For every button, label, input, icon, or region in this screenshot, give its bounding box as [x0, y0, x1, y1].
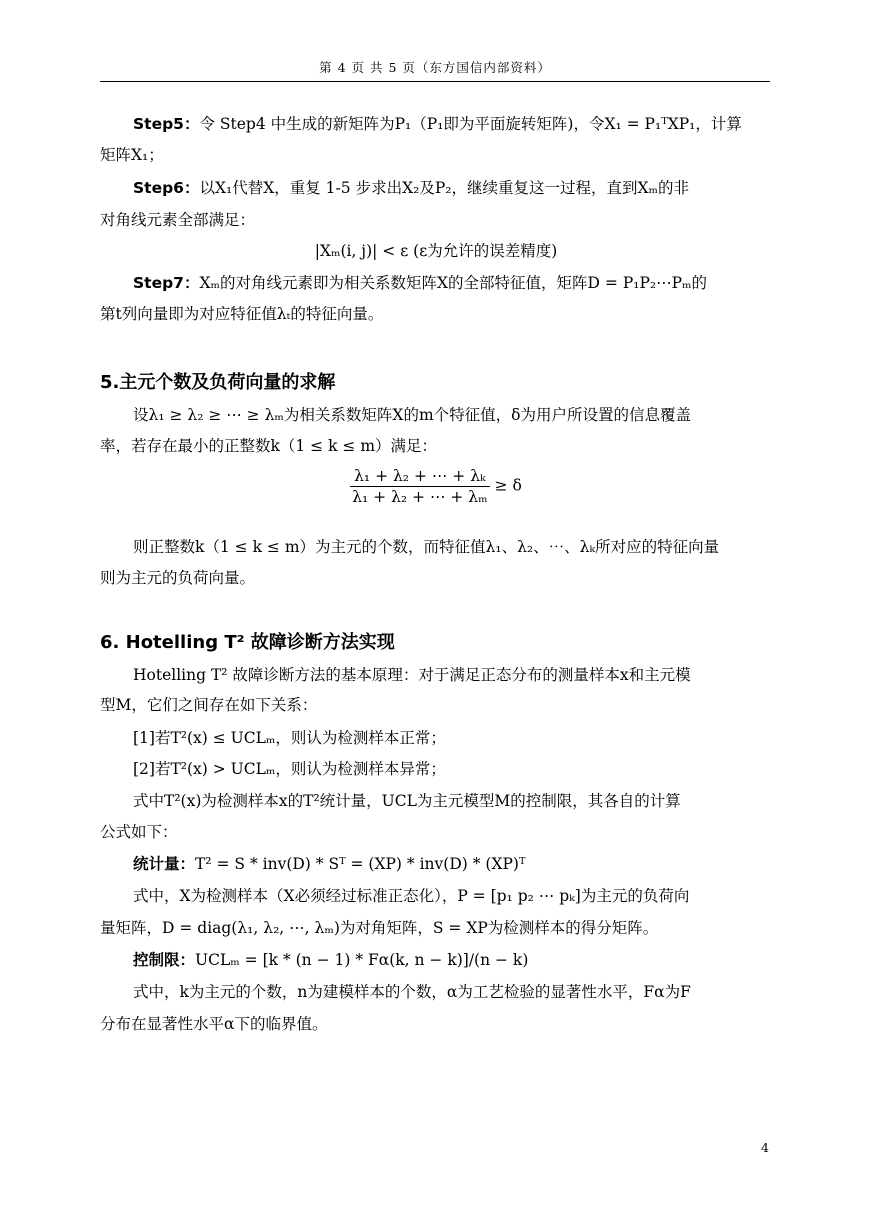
section6-statistic	[100, 852, 805, 876]
section5-p2-line2: 则为主元的负荷向量。	[100, 569, 256, 587]
statistic-formula: T² = S * inv(D) * Sᵀ = (XP) * inv(D) * (XP)ᵀ	[195, 855, 526, 873]
control-limit-formula: UCLₘ = [k * (n − 1) * Fα(k, n − k)]/(n − k)	[195, 951, 529, 969]
section6-p1-line2: 型M，它们之间存在如下关系：	[100, 696, 318, 714]
step5-line1	[100, 112, 805, 136]
section6-p2-line1: 式中T²(x)为检测样本x的T²统计量，UCL为主元模型M的控制限，其各自的计算	[133, 792, 681, 810]
step7-text: Xₘ的对角线元素即为相关系数矩阵X的全部特征值，矩阵D = P₁P₂⋯Pₘ的	[199, 274, 708, 292]
section6-rule2: [2]若T²(x) > UCLₘ，则认为检测样本异常；	[133, 760, 446, 778]
step6-formula: |Xₘ(i, j)| < ε (ε为允许的误差精度)	[314, 242, 558, 260]
section6-p3-line1: 式中，X为检测样本（X必须经过标准正态化），P = [p₁ p₂ ⋯ pₖ]为主元的负荷向	[133, 887, 690, 905]
page-number: 4	[761, 1140, 769, 1155]
section6-p1-line1: Hotelling T² 故障诊断方法的基本原理：对于满足正态分布的测量样本x和主元模	[133, 666, 691, 684]
step6-text: 以X₁代替X，重复 1-5 步求出X₂及P₂，继续重复这一过程，直到Xₘ的非	[199, 179, 689, 197]
section6-p4-line1: 式中，k为主元的个数，n为建模样本的个数，α为工艺检验的显著性水平，Fα为F	[133, 983, 691, 1001]
fraction-rhs: ≥ δ	[494, 476, 522, 495]
section6-p4-line2: 分布在显著性水平α下的临界值。	[100, 1015, 328, 1033]
section5-p1-line1: 设λ₁ ≥ λ₂ ≥ ⋯ ≥ λₘ为相关系数矩阵X的m个特征值，δ为用户所设置的信息覆盖	[133, 406, 691, 424]
step7-line1	[100, 271, 805, 295]
control-limit-label: 控制限：	[133, 951, 196, 969]
statistic-label: 统计量：	[133, 855, 196, 873]
fraction-denominator: λ₁ + λ₂ + ⋯ + λₘ	[352, 488, 488, 506]
step6-line1	[100, 176, 805, 200]
section5-fraction-formula	[100, 466, 772, 507]
section6-title: 6. Hotelling T² 故障诊断方法实现	[100, 632, 395, 653]
step5-label: Step5：	[133, 115, 200, 133]
section5-title: 5.主元个数及负荷向量的求解	[100, 372, 336, 393]
section6-rule1: [1]若T²(x) ≤ UCLₘ，则认为检测样本正常；	[133, 729, 446, 747]
step6-label: Step6：	[133, 179, 200, 197]
section5-p1-line2: 率，若存在最小的正整数k（1 ≤ k ≤ m）满足：	[100, 437, 438, 455]
step7-label: Step7：	[133, 274, 200, 292]
step5-text: 令 Step4 中生成的新矩阵为P₁（P₁即为平面旋转矩阵)，令X₁ = P₁ᵀXP₁，计算	[199, 115, 742, 133]
fraction-numerator: λ₁ + λ₂ + ⋯ + λₖ	[350, 466, 489, 487]
step7-line2: 第t列向量即为对应特征值λₜ的特征向量。	[100, 305, 384, 323]
step6-line2: 对角线元素全部满足：	[100, 211, 256, 229]
section6-p3-line2: 量矩阵，D = diag(λ₁, λ₂, ⋯, λₘ)为对角矩阵，S = XP为检测样本的得分矩阵。	[100, 919, 659, 937]
section5-p2-line1: 则正整数k（1 ≤ k ≤ m）为主元的个数，而特征值λ₁、λ₂、⋯、λₖ所对应的特征向量	[133, 538, 720, 556]
fraction	[350, 466, 489, 507]
page-header: 第 4 页 共 5 页（东方国信内部资料）	[100, 55, 770, 82]
step5-line2: 矩阵X₁；	[100, 146, 164, 164]
section6-p2-line2: 公式如下：	[100, 823, 178, 841]
section6-control-limit	[100, 948, 805, 972]
